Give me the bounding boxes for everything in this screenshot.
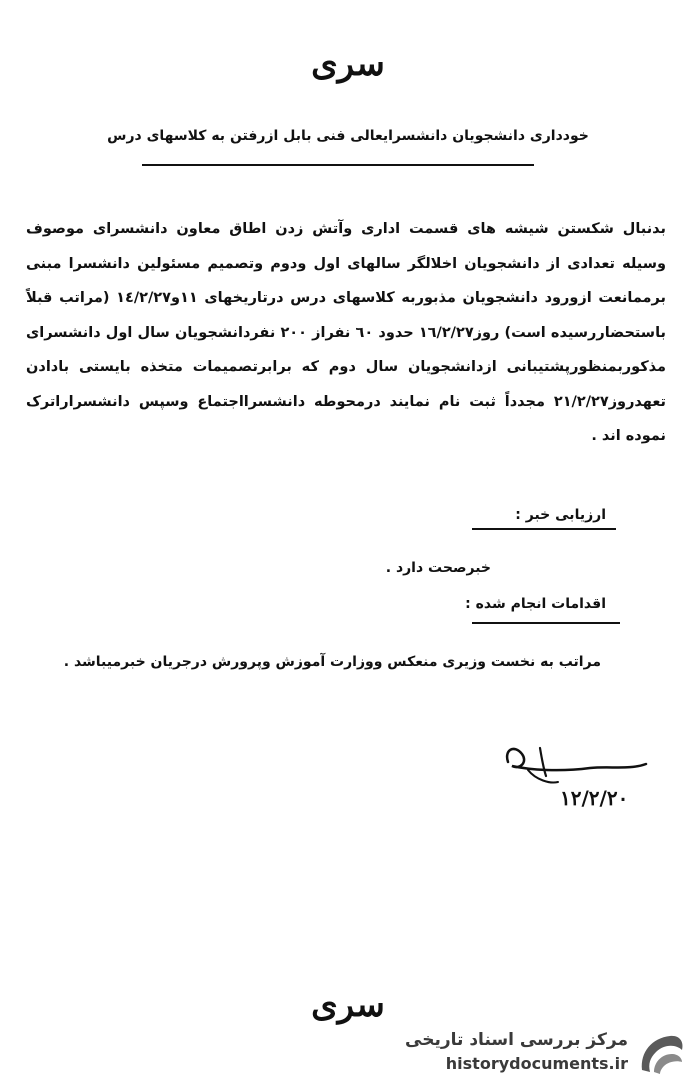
- subject-line: خودداری دانشجویان دانشسرایعالی فنی بابل ازرفتن به کلاسهای درس: [107, 128, 589, 144]
- top-classification-stamp: سری: [311, 44, 385, 84]
- evaluation-label: ارزیابی خبر :: [515, 507, 606, 523]
- watermark-title: مرکز بررسی اسناد تاریخی: [405, 1030, 628, 1050]
- closing-note: مراتب به نخست وزیری منعکس ووزارت آموزش وپرورش درجریان خبرمیباشد .: [63, 654, 601, 670]
- signature-date: ١٢/٢/٢٠: [560, 786, 629, 810]
- bottom-classification-stamp: سری: [311, 985, 385, 1025]
- watermark-url: historydocuments.ir: [445, 1054, 628, 1073]
- report-body: بدنبال شکستن شیشه های قسمت اداری وآتش زدن اطاق معاون دانشسرای موصوف وسیله تعدادی از دانشجویان اخلالگر سالهای اول ودوم وتصمیم مسئولین دانشسرا مبنی برممانعت ازورود دانشجویان مذبوربه کلاسهای درس درتاریخهای ١١و١٤/٢/٢٧ (مراتب قبلاً باستحضاررسیده است) روز١٦/٢/٢٧ حدود ٦٠ نفراز ٢٠٠ نفردانشجویان سال اول دانشسرای مذکوربمنظورپشتیبانی ازدانشجویان سال دوم که برابرتصمیمات متخذه بایستی بادادن تعهدروز٢١/٢/٢٧ مجدداً ثبت نام نمایند درمحوطه دانشسرااجتماع وسپس دانشسراراترک نموده اند .: [26, 221, 666, 444]
- evaluation-text: خبرصحت دارد .: [385, 560, 491, 576]
- subject-underline: [142, 164, 534, 166]
- actions-label: اقدامات انجام شده :: [465, 596, 606, 612]
- archive-watermark: [398, 1030, 688, 1078]
- archive-logo-icon: [636, 1032, 686, 1076]
- evaluation-underline: [472, 528, 616, 530]
- actions-underline: [472, 622, 620, 624]
